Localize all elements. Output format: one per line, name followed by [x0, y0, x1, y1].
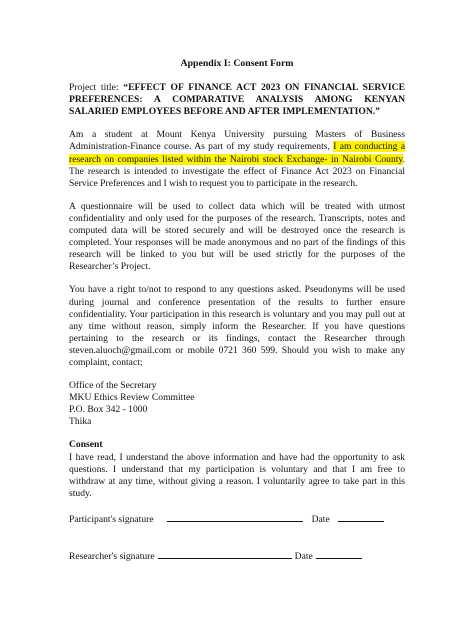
participant-signature-row [69, 513, 405, 526]
address-line: Thika [69, 416, 92, 428]
participant-date-line[interactable] [338, 513, 384, 522]
participant-signature-label: Participant's signature [69, 513, 154, 525]
intro-text-start: Am a student at Mount Kenya University pursuing Masters of Business Administration-Finance course. As part of my study requirements, [69, 129, 405, 153]
researcher-date-line[interactable] [316, 550, 362, 559]
date-label: Date [311, 513, 330, 525]
consent-heading: Consent [69, 439, 103, 451]
highlighted-text: I am conducting a research on companies listed within the Nairobi stock Exchange- in Nairobi County [69, 141, 405, 165]
participant-signature-line[interactable] [167, 513, 303, 522]
project-title-paragraph [69, 82, 405, 118]
address-line: MKU Ethics Review Committee [69, 392, 195, 404]
address-line: Office of the Secretary [69, 380, 157, 392]
intro-paragraph [69, 129, 405, 189]
page-title: Appendix I: Consent Form [180, 58, 294, 69]
project-title: “EFFECT OF FINANCE ACT 2023 ON FINANCIAL SERVICE PREFERENCES: A COMPARATIVE ANALYSIS AMONG KENYAN SALARIED EMPLOYEES BEFORE AND AFTER IMPLEMENTATION.” [69, 82, 405, 118]
date-label: Date [294, 551, 313, 562]
consent-paragraph: I have read, I understand the above information and have had the opportunity to ask questions. I understand that my participation is voluntary and that I am free to withdraw at any time, without giving a reason. I voluntarily agree to take part in this study. [69, 451, 405, 499]
researcher-signature-row [69, 550, 405, 563]
rights-paragraph: You have a right to/not to respond to any questions asked. Pseudonyms will be used during journal and conference presentation of the results to further ensure confidentiality. Your participation in this research is voluntary and you may pull out at any time without reason, simply inform the Researcher. If you have questions pertaining to the research or its findings, contact the Researcher through steven.aluoch@gmail.com or mobile 0721 360 599. Should you wish to make any complaint, contact; [69, 284, 405, 368]
researcher-signature-line[interactable] [158, 550, 292, 559]
consent-form [69, 58, 405, 563]
questionnaire-paragraph: A questionnaire will be used to collect data which will be treated with utmost confidentiality and only used for the purposes of the research. Transcripts, notes and computed data will be stored securely and will be destroyed once the research is completed. Your responses will be made anonymous and no part of the findings of this research will be linked to you but will be used strictly for the purposes of the Researcher’s Project. [69, 200, 405, 273]
researcher-signature-label: Researcher's signature [69, 551, 155, 562]
project-title-label: Project title: [69, 82, 124, 94]
address-block [69, 380, 405, 428]
address-line: P.O. Box 342 - 1000 [69, 404, 148, 416]
intro-text-end: . The research is intended to investigate the effect of Finance Act 2023 on Financial Service Preferences and I wish to request you to participate in the research. [69, 153, 405, 189]
